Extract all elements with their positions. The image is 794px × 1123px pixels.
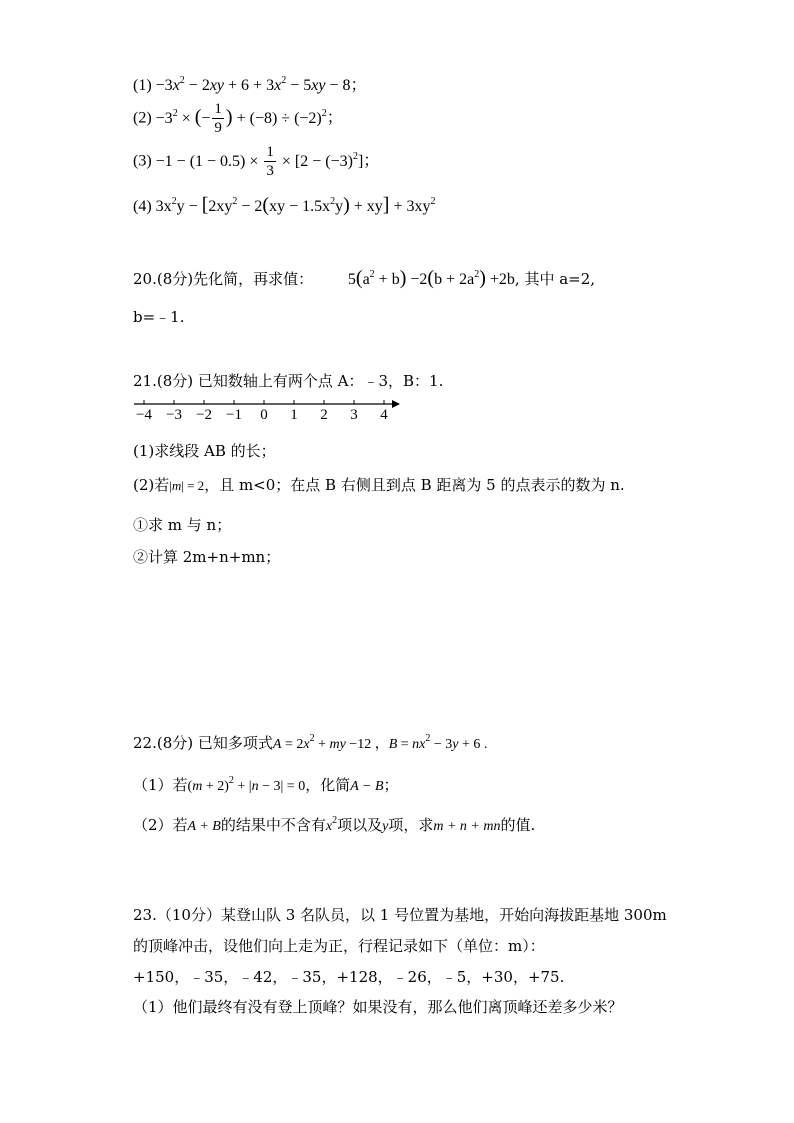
q19-part3-label: (3) [133,152,152,170]
q22-part2 [133,814,535,835]
q19-part2-semicolon: ； [326,109,343,127]
q19-part4-expr: $3x^2y - [2xy^2 - 2(xy - 1.5x^2y) + xy] + 3xy^2$ [155,194,436,216]
q22-poly-a: $A = 2x^2$ + my −12 [272,733,372,752]
q19-part2 [133,102,343,136]
q19-part2-label: (2) [133,109,152,127]
number-line-label: −2 [196,407,212,422]
number-line-label: −1 [226,407,242,422]
q22-part2-mid2: 项以及 [337,816,383,834]
q21-part2 [133,474,625,495]
q22-comma: ， [371,737,389,752]
q22-a-plus-b: A + B [187,819,221,834]
q21-part1: (1)求线段 AB 的长； [133,442,276,460]
q22-part1-pre: （1）若 [133,776,188,794]
number-line-label: 1 [290,407,298,422]
q23-part1: （1）他们最终有没有登上顶峰？如果没有，那么他们离顶峰还差多少米？ [133,998,623,1016]
q20-line2: b=﹣1. [133,308,185,326]
q21-abs-m-expr: |m| = 2 [169,478,205,493]
q20-header: 20.(8分)先化简，再求值： [133,270,314,288]
q22-part2-post: 的值. [500,816,536,834]
q20-line1 [133,268,595,289]
number-line-label: 2 [320,407,328,422]
q21-header: 21.(8分) 已知数轴上有两个点 A：﹣3，B：1. [133,372,444,390]
number-line [130,396,410,422]
q19-part2-fraction: $\frac{1}{9}$ [214,101,222,136]
q22-a-minus-b: A − B [350,779,384,794]
q23-line1: 23.（10分）某登山队 3 名队员，以 1 号位置为基地，开始向海拔距基地 300m [133,906,667,924]
q23-records: +150，﹣35，﹣42，﹣35，+128，﹣26，﹣5，+30，+75. [133,968,565,986]
q21-sub1: ①求 m 与 n； [133,516,232,534]
q19-part3 [133,145,379,179]
q19-part3-expr: −1 − (1 − 0.5) × $\frac{1}{3}$ × $[2 - (-3)^2]$ [155,144,364,179]
q22-part1 [133,774,399,795]
q22-part2-mid3: 项，求 [388,816,434,834]
q19-part1-semicolon: ； [350,77,367,94]
number-line-label: 0 [260,407,268,422]
q22-part2-mid: 的结果中不含有 [220,816,326,834]
q22-header: 22.(8分) 已知多项式 [133,734,273,752]
q22-condition: $(m + 2)^2 + |n - 3| = 0$ [187,775,306,794]
number-line-label: 3 [350,407,358,422]
number-line-label: −4 [136,407,152,422]
q22-poly-b: $B = nx^2 - 3y + 6$ . [388,733,488,752]
q19-part1-label: (1) [133,77,152,94]
q19-part3-fraction: $\frac{1}{3}$ [266,144,274,179]
number-line-label: −3 [166,407,182,422]
q23-line2: 的顶峰冲击，设他们向上走为正，行程记录如下（单位：m）： [133,937,545,955]
q22-x-squared: $x^2$ [325,815,338,834]
q21-sub2: ②计算 2m+n+mn； [133,548,281,566]
q19-part2-expr: $-3^2$ × (− $\frac{1}{9}$ ) + $(-8) \div (-2)^2$ [155,101,327,136]
q19-part3-semicolon: ； [363,152,380,170]
q22-part1-semicolon: ； [383,776,399,794]
q19-part1-expr: $-3x^2 - 2xy + 6 + 3x^2 - 5xy - 8$ [155,75,351,94]
q22-part1-mid: ，化简 [305,776,351,794]
number-line-label: 4 [380,407,388,422]
number-line-arrow [392,400,400,408]
q19-part4-label: (4) [133,198,152,215]
q22-m-n-mn: m + n + mn [433,819,501,834]
q22-part2-pre: （2）若 [133,816,188,834]
q20-expression: $5(a^2 + b) -2(b + 2a^2) +2b$ [347,267,515,289]
q20-tail: , 其中 a=2, [514,270,596,288]
q19-part4 [133,195,436,216]
q22-header-line [133,732,487,753]
q19-part1 [133,72,366,95]
q21-part2-post: ，且 m<0；在点 B 右侧且到点 B 距离为 5 的点表示的数为 n. [204,476,625,494]
q21-part2-pre: (2)若 [133,476,170,494]
q22-y-term: y [382,819,389,834]
